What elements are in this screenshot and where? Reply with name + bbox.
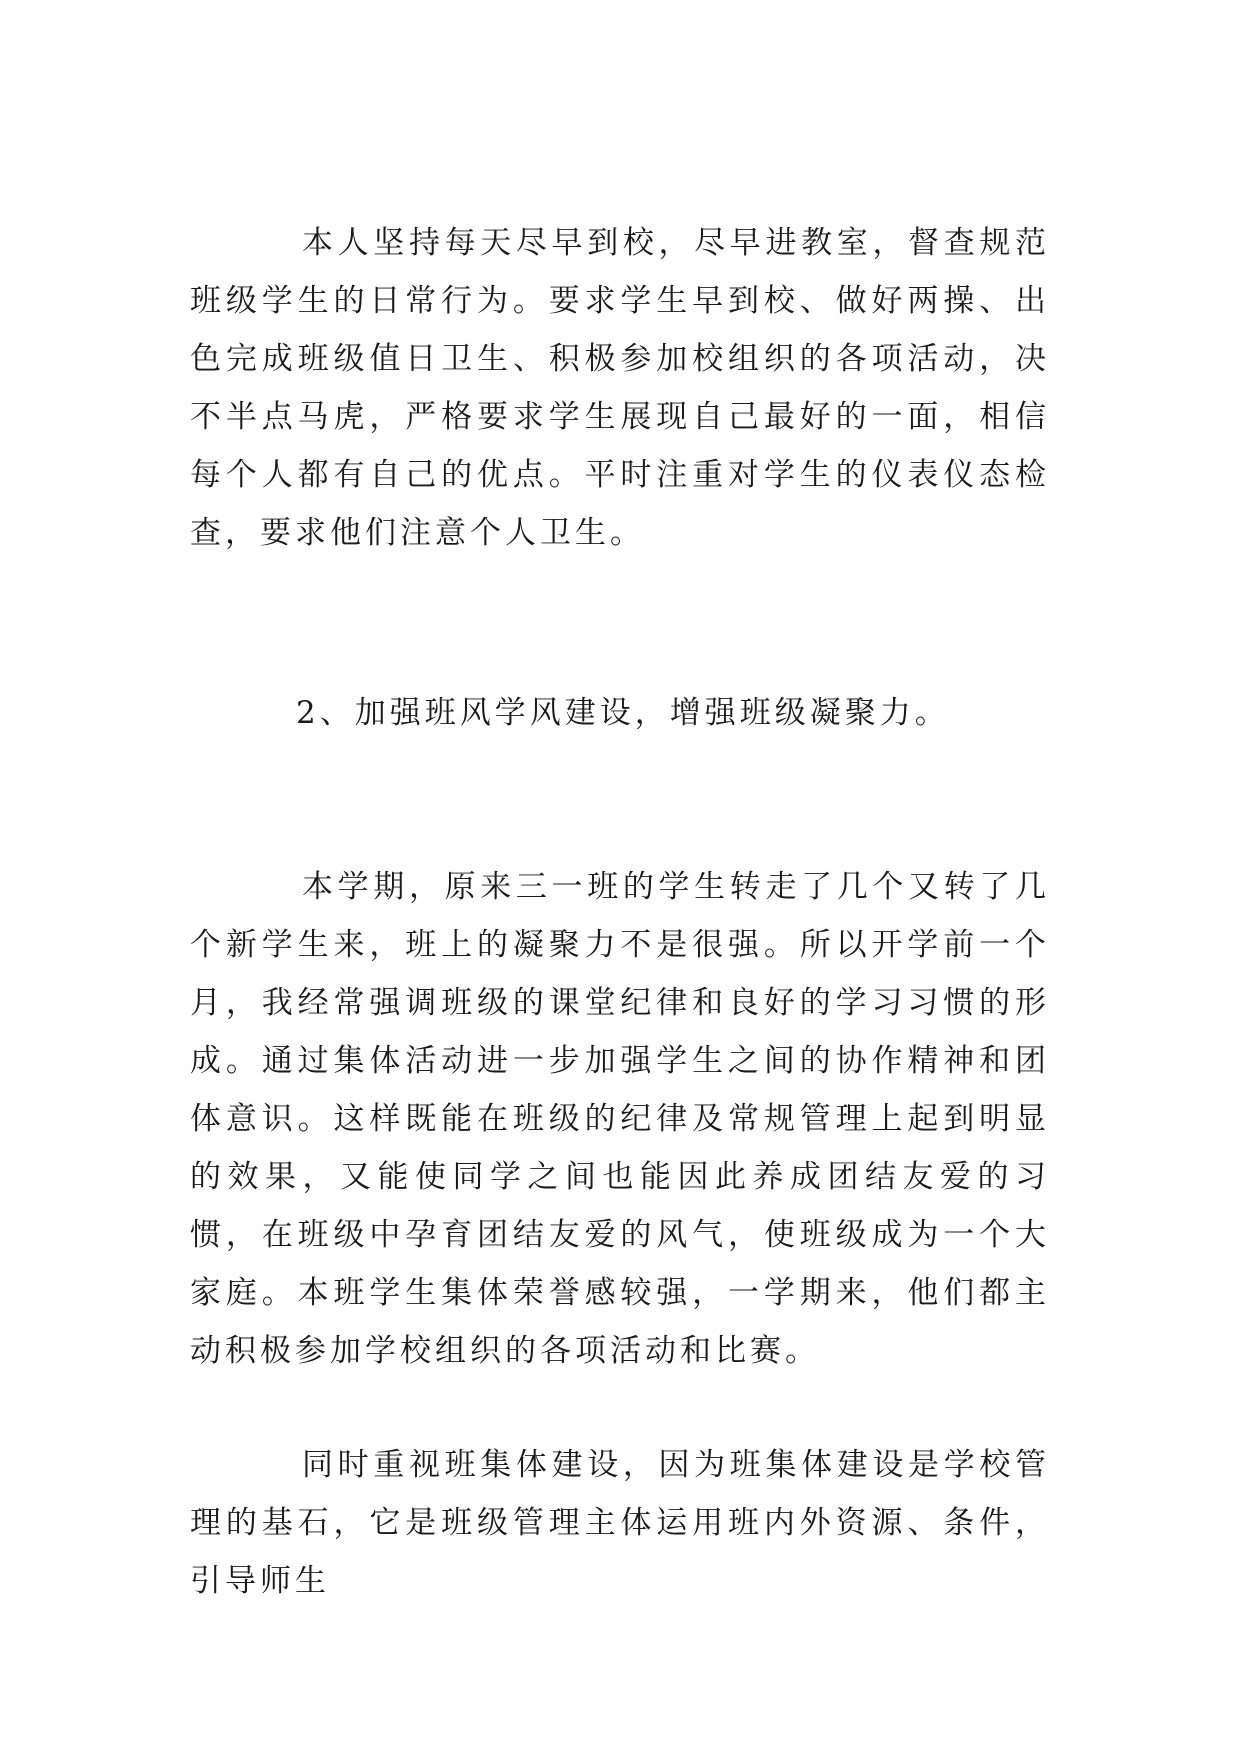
section-heading-class-spirit: 2、加强班风学风建设，增强班级凝聚力。 — [296, 695, 950, 731]
paragraph-class-building: 同时重视班集体建设，因为班集体建设是学校管理的基石，它是班级管理主体运用班内外资源、条件，引导师生 — [190, 1447, 1050, 1599]
paragraph-daily-conduct: 本人坚持每天尽早到校，尽早进教室，督查规范班级学生的日常行为。要求学生早到校、做好两操、出色完成班级值日卫生、积极参加校组织的各项活动，决不半点马虎，严格要求学生展现自己最好的一面，相信每个人都有自己的优点。平时注重对学生的仪表仪态检查，要求他们注意个人卫生。 — [190, 225, 1050, 551]
paragraph-class-cohesion: 本学期，原来三一班的学生转走了几个又转了几个新学生来，班上的凝聚力不是很强。所以开学前一个月，我经常强调班级的课堂纪律和良好的学习习惯的形成。通过集体活动进一步加强学生之间的协作精神和团体意识。这样既能在班级的纪律及常规管理上起到明显的效果，又能使同学之间也能因此养成团结友爱的习惯，在班级中孕育团结友爱的风气，使班级成为一个大家庭。本班学生集体荣誉感较强，一学期来，他们都主动积极参加学校组织的各项活动和比赛。 — [190, 869, 1050, 1369]
